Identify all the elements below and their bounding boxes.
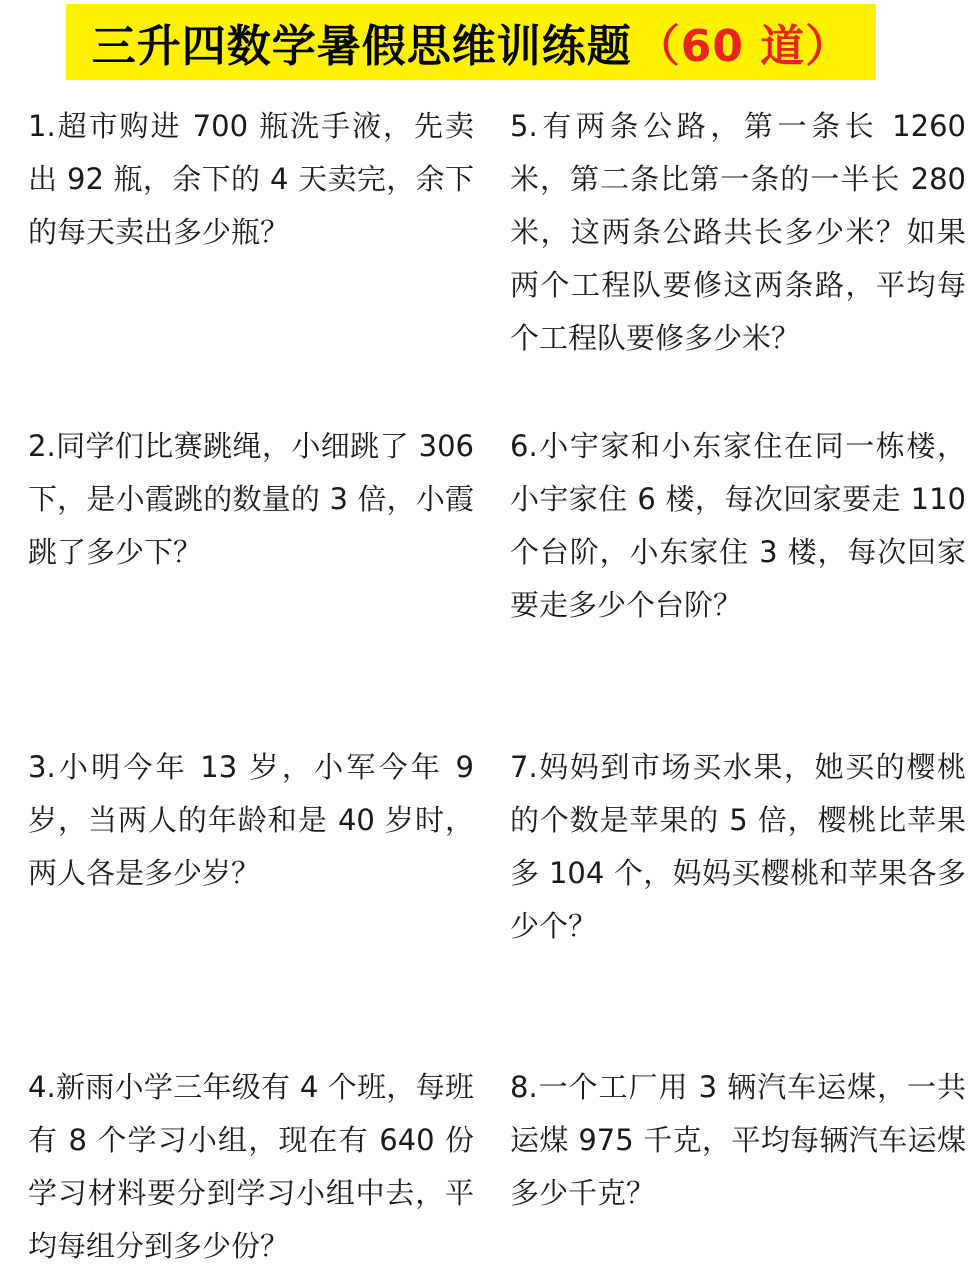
problem-3: 3.小明今年 13 岁，小军今年 9 岁，当两人的年龄和是 40 岁时，两人各是多少岁？	[28, 750, 474, 890]
page-title	[92, 10, 851, 74]
title-main: 三升四数学暑假思维训练题	[91, 21, 632, 72]
title-count: （60 道）	[635, 21, 851, 72]
problem-7: 7.妈妈到市场买水果，她买的樱桃的个数是苹果的 5 倍，樱桃比苹果多 104 个，妈妈买樱桃和苹果各多少个？	[510, 750, 966, 943]
problem-6: 6.小宇家和小东家住在同一栋楼，小宇家住 6 楼，每次回家要走 110 个台阶，小东家住 3 楼，每次回家要走多少个台阶？	[510, 429, 966, 622]
problem-1: 1.超市购进 700 瓶洗手液，先卖出 92 瓶，余下的 4 天卖完，余下的每天卖出多少瓶？	[28, 109, 474, 249]
problem-4: 4.新雨小学三年级有 4 个班，每班有 8 个学习小组，现在有 640 份学习材料要分到学习小组中去，平均每组分到多少份？	[28, 1070, 474, 1263]
title-banner	[66, 4, 876, 80]
problem-8: 8.一个工厂用 3 辆汽车运煤，一共运煤 975 千克，平均每辆汽车运煤多少千克？	[510, 1070, 966, 1210]
problem-5: 5.有两条公路，第一条长 1260 米，第二条比第一条的一半长 280 米，这两条公路共长多少米？如果两个工程队要修这两条路，平均每个工程队要修多少米？	[510, 109, 966, 355]
problem-2: 2.同学们比赛跳绳，小细跳了 306 下，是小霞跳的数量的 3 倍，小霞跳了多少下？	[28, 429, 474, 569]
